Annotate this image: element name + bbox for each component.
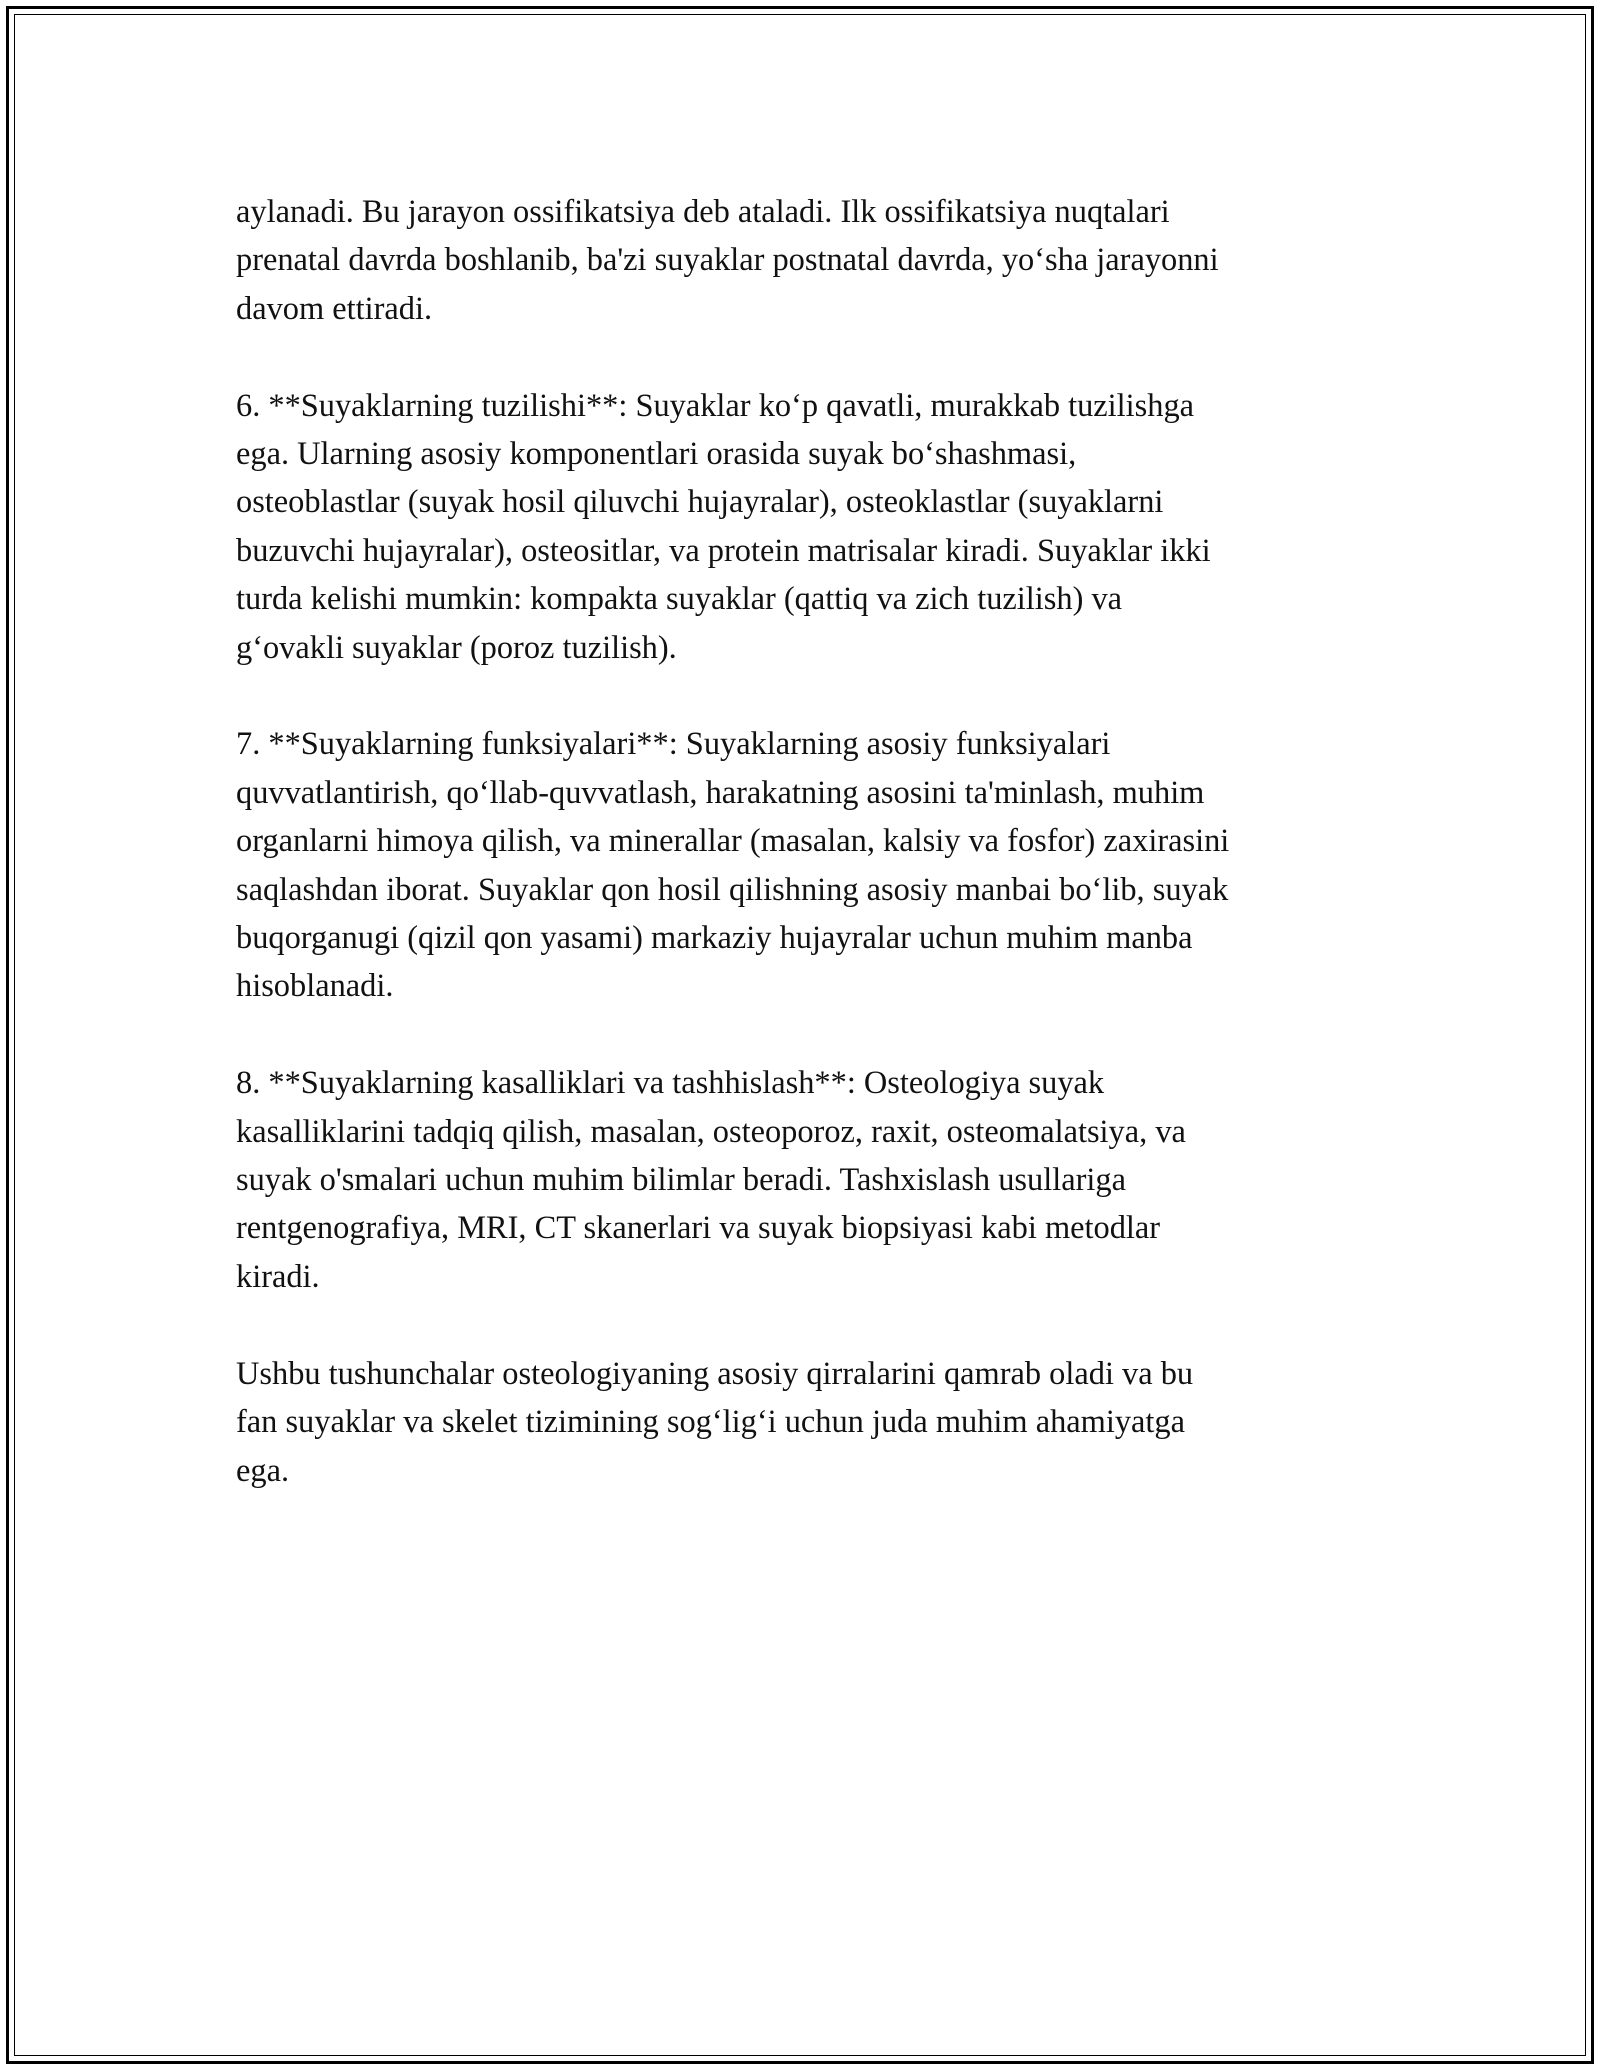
paragraph-bone-functions: 7. **Suyaklarning funksiyalari**: Suyaklarning asosiy funksiyalari quvvatlantirish, qo‘llab-quvvatlash, harakatning asosini ta'minlash, muhim organlarni himoya qilish, va minerallar (masalan, kalsiy va fosfor) zaxirasini saqlashdan iborat. Suyaklar qon hosil qilishning asosiy manbai bo‘lib, suyak buqorganugi (qizil qon yasami) markaziy hujayralar uchun muhim manba hisoblanadi. (236, 726, 1230, 1005)
paragraph-ossification-continued: aylanadi. Bu jarayon ossifikatsiya deb ataladi. Ilk ossifikatsiya nuqtalari prenatal davrda boshlanib, ba'zi suyaklar postnatal davrda, yo‘sha jarayonni davom ettiradi. (236, 194, 1219, 327)
paragraph-bone-structure: 6. **Suyaklarning tuzilishi**: Suyaklar ko‘p qavatli, murakkab tuzilishga ega. Ularning asosiy komponentlari orasida suyak bo‘shashmasi, osteoblastlar (suyak hosil qiluvchi hujayralar), osteoklastlar (suyaklarni buzuvchi hujayralar), osteositlar, va protein matrisalar kiradi. Suyaklar ikki turda kelishi mumkin: kompakta suyaklar (qattiq va zich tuzilish) va g‘ovakli suyaklar (poroz tuzilish). (236, 387, 1211, 666)
paragraph-bone-diseases: 8. **Suyaklarning kasalliklari va tashhislash**: Osteologiya suyak kasalliklarini tadqiq qilish, masalan, osteoporoz, raxit, osteomalatsiya, va suyak o'smalari uchun muhim bilimlar beradi. Tashxislash usullariga rentgenografiya, MRI, CT skanerlari va suyak biopsiyasi kabi metodlar kiradi. (236, 1065, 1186, 1295)
document-body (236, 188, 1366, 1543)
paragraph-conclusion: Ushbu tushunchalar osteologiyaning asosiy qirralarini qamrab oladi va bu fan suyaklar va skelet tizimining sog‘lig‘i uchun juda muhim ahamiyatga ega. (236, 1355, 1194, 1489)
